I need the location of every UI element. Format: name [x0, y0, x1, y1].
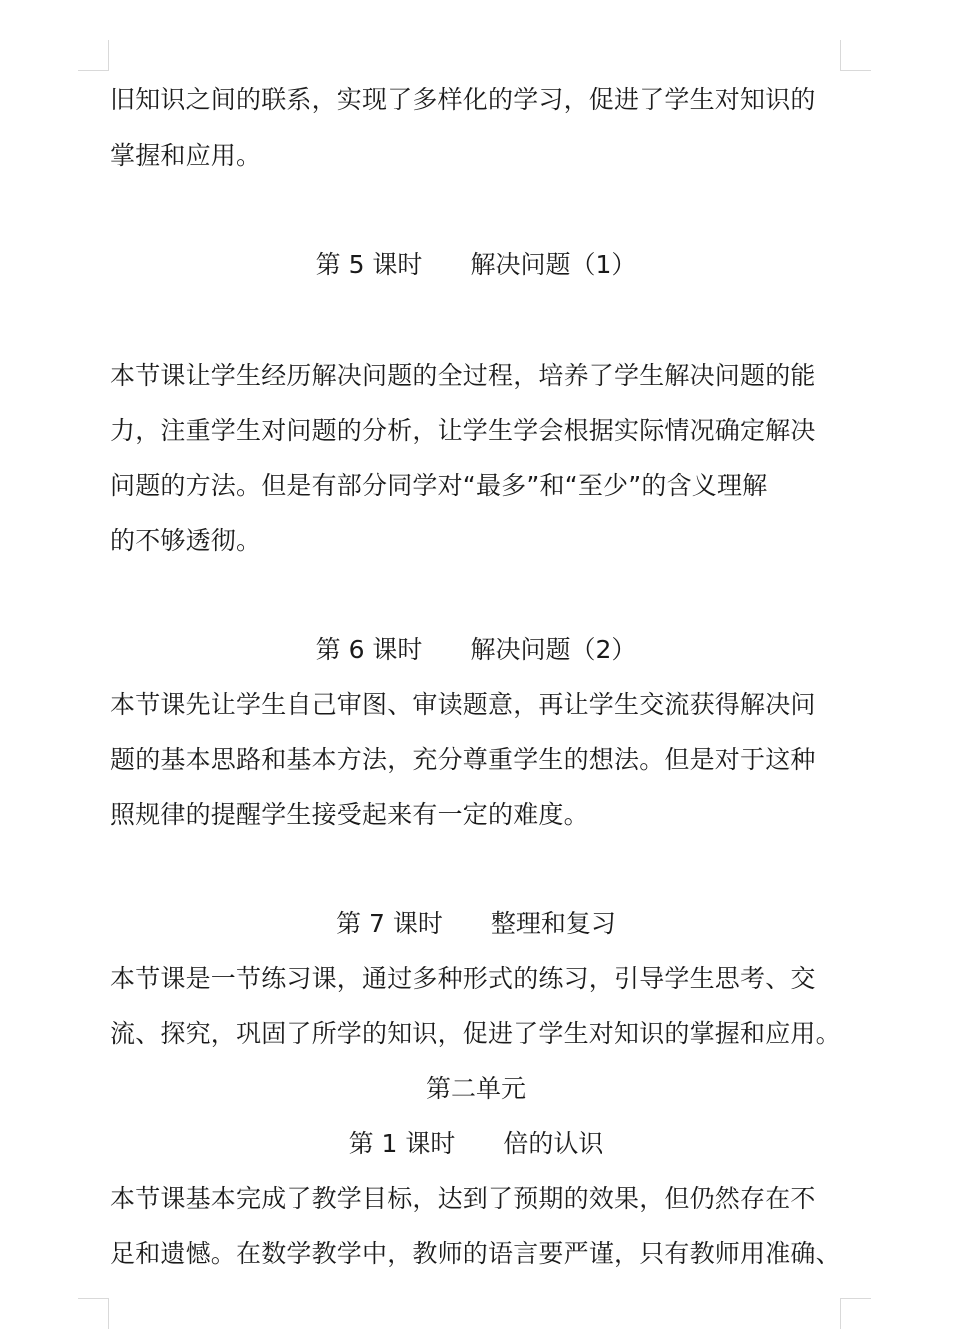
- corner-mark-top-left: [78, 40, 109, 71]
- corner-mark-bottom-left: [78, 1298, 109, 1329]
- paragraph-line: 的不够透彻。: [110, 526, 262, 555]
- lesson-title: 整理和复习: [490, 909, 616, 938]
- lesson-number: 第 6 课时: [315, 635, 423, 664]
- lesson-number: 第 1 课时: [348, 1129, 456, 1158]
- lesson-heading-5: [110, 245, 842, 285]
- lesson-heading-unit2-1: [110, 1124, 842, 1164]
- paragraph-line: 力，注重学生对问题的分析，让学生学会根据实际情况确定解决: [110, 416, 816, 445]
- paragraph-line: 旧知识之间的联系，实现了多样化的学习，促进了学生对知识的: [110, 85, 816, 114]
- lesson-heading-7: [110, 904, 842, 944]
- paragraph-line: 本节课先让学生自己审图、审读题意，再让学生交流获得解决问: [110, 690, 816, 719]
- unit-heading: 第二单元: [425, 1074, 526, 1103]
- lesson-title: 倍的认识: [503, 1129, 604, 1158]
- lesson-title: 解决问题（1）: [470, 250, 637, 279]
- paragraph-line: 照规律的提醒学生接受起来有一定的难度。: [110, 800, 589, 829]
- paragraph-line: 本节课是一节练习课，通过多种形式的练习，引导学生思考、交: [110, 964, 816, 993]
- paragraph-line: 本节课让学生经历解决问题的全过程，培养了学生解决问题的能: [110, 361, 816, 390]
- paragraph-line: 本节课基本完成了教学目标，达到了预期的效果，但仍然存在不: [110, 1184, 816, 1213]
- corner-mark-top-right: [840, 40, 871, 71]
- paragraph-line: 题的基本思路和基本方法，充分尊重学生的想法。但是对于这种: [110, 745, 816, 774]
- lesson-number: 第 7 课时: [336, 909, 443, 938]
- lesson-title: 解决问题（2）: [470, 635, 637, 664]
- paragraph-line: 问题的方法。但是有部分同学对“最多”和“至少”的含义理解: [110, 471, 768, 500]
- paragraph-line: 掌握和应用。: [110, 141, 262, 170]
- paragraph-line: 流、探究，巩固了所学的知识，促进了学生对知识的掌握和应用。: [110, 1019, 841, 1048]
- lesson-number: 第 5 课时: [315, 250, 423, 279]
- corner-mark-bottom-right: [840, 1298, 871, 1329]
- paragraph-line: 足和遗憾。在数学教学中，教师的语言要严谨，只有教师用准确、: [110, 1239, 841, 1268]
- lesson-heading-6: [110, 630, 842, 670]
